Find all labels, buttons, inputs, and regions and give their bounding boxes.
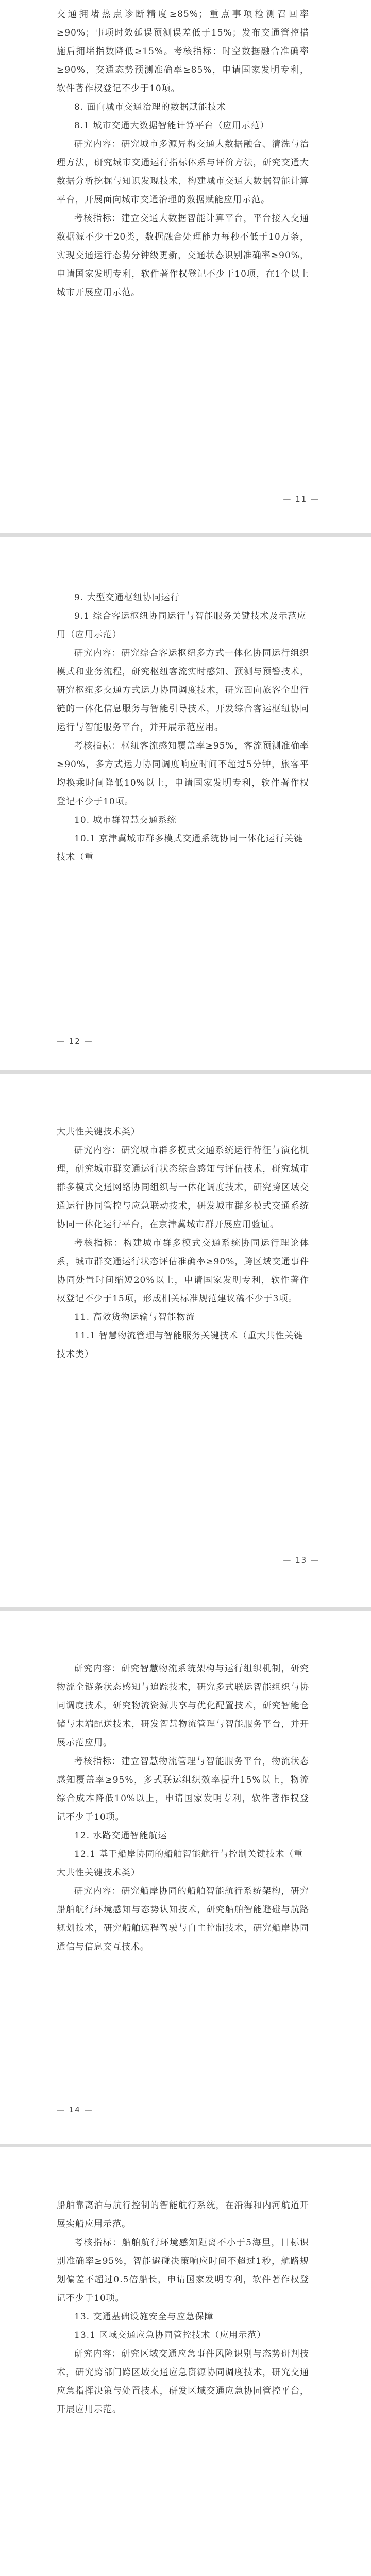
paragraph: 船舶靠离泊与航行控制的智能航行系统，在沿海和内河航道开展实船应用示范。: [57, 2200, 309, 2229]
page-number: — 13 —: [283, 1555, 319, 1565]
paragraph: 考核指标：构建城市群多模式交通系统协同运行理论体系，城市群交通运行状态评估准确率≥90%，跨区域交通事件协同处置时间缩短20%以上，申请国家发明专利，软件著作权登记不少于15项，形成相关标准规范建议稿不少于3项。: [57, 1238, 309, 1304]
page-number: — 14 —: [57, 2105, 93, 2114]
subsection-heading: 12.1 基于船岸协同的船舶智能航行与控制关键技术（重大共性关键技术类）: [57, 1849, 303, 1878]
paragraph: 研究内容：研究船岸协同的船舶智能航行系统架构，研究船舶航行环境感知与态势认知技术，研究船舶智能避碰与航路规划技术，研究船舶远程驾驶与自主控制技术，研究船岸协同通信与信息交互技术。: [57, 1886, 309, 1952]
paragraph: 考核指标：枢纽客流感知覆盖率≥95%，客流预测准确率≥90%，多方式运力协同调度响应时间不超过5分钟，旅客平均换乘时间降低10%以上，申请国家发明专利，软件著作权登记不少于10项。: [57, 741, 309, 807]
section-heading: 9. 大型交通枢纽协同运行: [74, 592, 180, 603]
subsection-heading: 13.1 区域交通应急协同管控技术（应用示范）: [74, 2330, 266, 2341]
page-13: [0, 1074, 371, 1607]
page-number: — 11 —: [283, 495, 319, 504]
subsection-heading: 11.1 智慧物流管理与智能服务关键技术（重大共性关键技术类）: [57, 1331, 303, 1360]
page-number: — 12 —: [57, 1037, 93, 1046]
paragraph: 大共性关键技术类）: [57, 1127, 140, 1137]
paragraph: 研究内容：研究综合客运枢纽多方式一体化协同运行组织模式和业务流程，研究枢纽客流实时感知、预测与预警技术，研究枢纽多交通方式运力协同调度技术，研究面向旅客全出行链的一体化信息服务与智能引导技术，开发综合客运枢纽协同运行与智能服务平台，并开展示范应用。: [57, 648, 309, 733]
section-heading: 11. 高效货物运输与智能物流: [74, 1312, 195, 1323]
section-heading: 8. 面向城市交通治理的数据赋能技术: [74, 102, 226, 112]
page-11: [0, 0, 371, 533]
subsection-heading: 10.1 京津冀城市群多模式交通系统协同一体化运行关键技术（重: [57, 834, 303, 862]
paragraph: 考核指标：建立智慧物流管理与智能服务平台，物流状态感知覆盖率≥95%，多式联运组织效率提升15%以上，物流综合成本降低10%以上，申请国家发明专利，软件著作权登记不少于10项。: [57, 1756, 309, 1822]
paragraph: 研究内容：研究城市群多模式交通系统运行特征与演化机理，研究城市群交通运行状态综合感知与评估技术，研究城市群多模式交通网络协同组织与一体化调度技术，研究跨区域交通运行协同管控与应急联动技术，研发城市群多模式交通系统协同一体化运行平台，在京津冀城市群开展应用验证。: [57, 1145, 309, 1230]
paragraph: 研究内容：研究智慧物流系统架构与运行组织机制，研究物流全链条状态感知与追踪技术，研究多式联运智能组织与协同调度技术，研究物流资源共享与优化配置技术，研究智能仓储与末端配送技术，研发智慧物流管理与智能服务平台，并开展示范应用。: [57, 1664, 309, 1748]
section-heading: 12. 水路交通智能航运: [74, 1831, 167, 1841]
page-12: [0, 537, 371, 1070]
subsection-heading: 8.1 城市交通大数据智能计算平台（应用示范）: [74, 121, 269, 131]
paragraph: 考核指标：建立交通大数据智能计算平台，平台接入交通数据源不少于20类，数据融合处理能力每秒不低于10万条，实现交通运行态势分钟级更新，交通状态识别准确率≥90%，申请国家发明专利，软件著作权登记不少于10项，在1个以上城市开展应用示范。: [57, 213, 309, 298]
page-15: [0, 2147, 371, 2576]
paragraph: 考核指标：船舶航行环境感知距离不小于5海里，目标识别准确率≥95%，智能避碰决策响应时间不超过1秒，航路规划偏差不超过0.5倍船长，申请国家发明专利，软件著作权登记不少于10项。: [57, 2238, 309, 2303]
paragraph: 交通拥堵热点诊断精度≥85%；重点事项检测召回率≥90%；事项时效延误预测误差低于15%；发布交通管控措施后拥堵指数降低≥15%。考核指标：时空数据融合准确率≥90%，交通态势预测准确率≥85%，申请国家发明专利，软件著作权登记不少于10项。: [57, 9, 309, 94]
paragraph: 研究内容：研究区域交通应急事件风险识别与态势研判技术，研究跨部门跨区域交通应急资源协同调度技术，研究交通应急指挥决策与处置技术，研发区域交通应急协同管控平台，开展应用示范。: [57, 2349, 309, 2415]
section-heading: 13. 交通基础设施安全与应急保障: [74, 2312, 214, 2322]
paragraph: 研究内容：研究城市多源异构交通大数据融合、清洗与治理方法，研究城市交通运行指标体系与评价方法，研究交通大数据分析挖掘与知识发现技术，构建城市交通大数据智能计算平台，开展面向城市交通治理的数据赋能应用示范。: [57, 139, 309, 205]
subsection-heading: 9.1 综合客运枢纽协同运行与智能服务关键技术及示范应用（应用示范）: [57, 611, 307, 640]
section-heading: 10. 城市群智慧交通系统: [74, 815, 177, 825]
page-14: [0, 1611, 371, 2144]
